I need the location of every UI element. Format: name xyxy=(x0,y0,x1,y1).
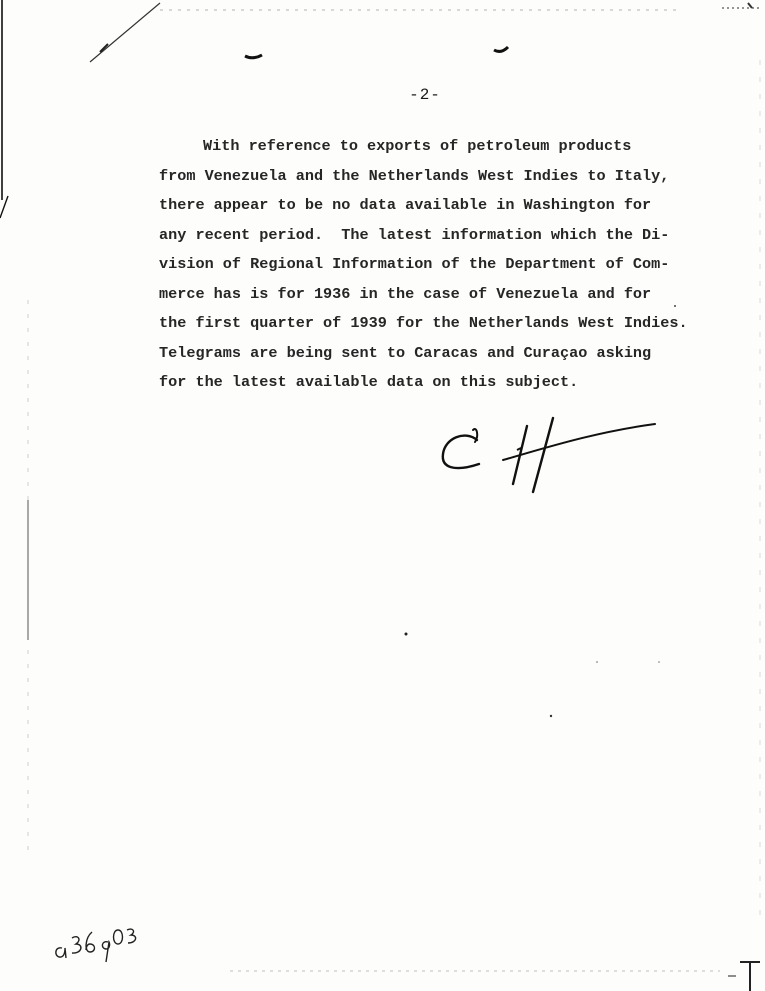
text-line: merce has is for 1936 in the case of Venezuela and for xyxy=(159,284,652,303)
text-line: the first quarter of 1939 for the Netherlands West Indies. xyxy=(159,314,688,332)
text-line: any recent period. The latest information which the Di- xyxy=(159,225,670,244)
text-line: Telegrams are being sent to Caracas and Curaçao asking xyxy=(159,343,652,362)
text-line: from Venezuela and the Netherlands West Indies to Italy, xyxy=(159,166,670,185)
text-line: vision of Regional Information of the Department of Com- xyxy=(159,255,670,273)
text-line: With reference to exports of petroleum products xyxy=(203,137,632,155)
page-number: -2- xyxy=(409,86,441,104)
text-line: for the latest available data on this subject. xyxy=(159,373,579,391)
signature-initials xyxy=(435,408,665,508)
handwritten-archive-number xyxy=(52,922,142,967)
body-paragraph xyxy=(159,132,719,398)
text-line: there appear to be no data available in Washington for xyxy=(159,196,652,214)
